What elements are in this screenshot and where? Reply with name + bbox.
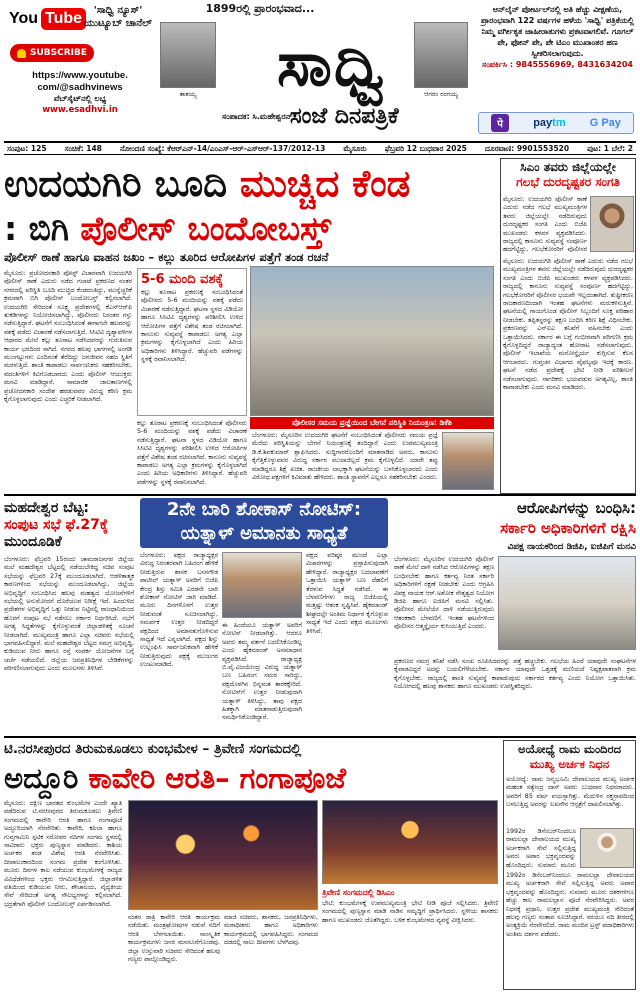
paytm-logo-a: pay bbox=[533, 117, 553, 129]
dcm-photo bbox=[442, 432, 494, 490]
lead-column-1: ಮೈಸೂರು: ಪ್ರಚೋದನಕಾರಿ ಪೋಸ್ಟ್ ವಿಚಾರವಾಗಿ ಉದಯಗಿರಿ ಪೊಲೀಸ್ ಠಾಣೆ ಎದುರು ನಡೆದ ಗಲಾಟೆ ಪ್ರಕರಣದ ನಂತರ ನಗರದಲ್ಲಿ ಪರಿಸ್ಥಿತಿ ಬೂದಿ ಮುಚ್ಚಿದ ಕೆಂಡದಂತಿದ್ದು, ಮುನ್ನೆಚ್ಚರಿಕೆ ಕ್ರಮವಾಗಿ ಬಿಗಿ ಪೊಲೀಸ್ ಬಂದೋಬಸ್ತ್ ಕಲ್ಪಿಸಲಾಗಿದೆ. ಉದಯಗಿರಿ ಸೇರಿದಂತೆ ಸೂಕ್ಷ್ಮ ಪ್ರದೇಶಗಳಲ್ಲಿ ಕೆಎಸ್‌ಆರ್‌ಪಿ ತುಕಡಿಗಳನ್ನು ನಿಯೋಜಿಸಲಾಗಿದ್ದು, ಪೊಲೀಸರು ನಿರಂತರ ಗಸ್ತು ನಡೆಸುತ್ತಿದ್ದಾರೆ. ಘಟನೆಗೆ ಸಂಬಂಧಿಸಿದಂತೆ ಈಗಾಗಲೇ ಹಲವರನ್ನು ವಶಕ್ಕೆ ಪಡೆದು ವಿಚಾರಣೆ ನಡೆಸಲಾಗುತ್ತಿದೆ. ಸಿಸಿಟಿವಿ ದೃಶ್ಯಾವಳಿಗಳ ಆಧಾರದ ಮೇಲೆ ಕಲ್ಲು ತೂರಾಟ ನಡೆಸಿದವರನ್ನು ಗುರುತಿಸುವ ಕಾರ್ಯ ಭರದಿಂದ ಸಾಗಿದೆ. ನಗರದ ಹಲವು ಭಾಗಗಳಲ್ಲಿ ಅಂಗಡಿ ಮುಂಗಟ್ಟುಗಳು ಎಂದಿನಂತೆ ತೆರೆದಿದ್ದು ಜನಜೀವನ ಸಹಜ ಸ್ಥಿತಿಗೆ ಮರಳುತ್ತಿದೆ. ಶಾಂತಿ ಕಾಪಾಡಲು ಸಾರ್ವಜನಿಕರು ಸಹಕರಿಸಬೇಕು, ವದಂತಿಗಳಿಗೆ ಕಿವಿಗೊಡಬಾರದು ಎಂದು ಪೊಲೀಸ್ ಆಯುಕ್ತರು ಮನವಿ ಮಾಡಿದ್ದಾರೆ. ಸಾಮಾಜಿಕ ಜಾಲತಾಣಗಳಲ್ಲಿ ಪ್ರಚೋದನಕಾರಿ ಸಂದೇಶ ಹರಡುವವರ ವಿರುದ್ಧ ಕಠಿಣ ಕ್ರಮ ಕೈಗೊಳ್ಳಲಾಗುವುದು ಎಂದು ಎಚ್ಚರಿಕೆ ನೀಡಲಾಗಿದೆ. bbox=[4, 270, 132, 404]
promo-available: ವೆಬ್‌ಸೈಟ್‌ನಲ್ಲಿ ಲಭ್ಯ bbox=[53, 94, 107, 103]
phonepe-icon: पे bbox=[491, 114, 509, 132]
lead-hl1-b: ಮುಚ್ಚಿದ ಕೆಂಡ bbox=[239, 162, 411, 205]
lead-hl2-b: ಪೊಲೀಸ್ ಬಂದೋಬಸ್ತ್ bbox=[80, 209, 332, 248]
yatnal-head bbox=[140, 498, 388, 548]
ayodhya-head bbox=[505, 742, 634, 772]
side-top-head bbox=[502, 160, 634, 190]
kumbh-head2-b: ಕಾವೇರಿ ಆರತಿ– ಗಂಗಾಪೂಜೆ bbox=[88, 761, 347, 795]
lead-subheadline: ಪೊಲೀಸ್ ಠಾಣೆ ಹಾಗೂ ವಾಹನ ಜಖಂ – ಕಲ್ಲು ತೂರಿದ ಆರೋಪಿಗಳ ಪತ್ತೆಗೆ ತಂಡ ರಚನೆ bbox=[4, 250, 329, 264]
side-top-text-a: ಮೈಸೂರು: ಉದಯಗಿರಿ ಪೊಲೀಸ್ ಠಾಣೆ ಎದುರು ನಡೆದ ಗಲಭೆ ಮುಖ್ಯಮಂತ್ರಿಗಳ ತವರು ಜಿಲ್ಲೆಯಲ್ಲೇ ನಡೆದಿರುವುದು ದುರದೃಷ್ಟಕರ ಸಂಗತಿ ಎಂದು ಬಿಜೆಪಿ ಮುಖಂಡರು ಕಳವಳ ವ್ಯಕ್ತಪಡಿಸಿದರು. ರಾಜ್ಯದಲ್ಲಿ ಕಾನೂನು ಸುವ್ಯವಸ್ಥೆ ಸಂಪೂರ್ಣ ಹದಗೆಟ್ಟಿದ್ದು, ಗಲಭೆಕೋರರಿಗೆ ಪೊಲೀಸರ bbox=[503, 196, 587, 254]
ad-contact: ಸಂಪರ್ಕಿಸಿ : 9845556969, 8431634204 bbox=[482, 60, 633, 69]
date: ಫೆಬ್ರವರಿ 12 ಬುಧವಾರ 2025 bbox=[384, 143, 467, 153]
portrait-caption-left: ತಾತಯ್ಯ bbox=[179, 90, 197, 98]
kumbh-col-1: ಮೈಸೂರು: ದಕ್ಷಿಣ ಭಾರತದ ಕುಂಭಮೇಳ ಎಂದೇ ಖ್ಯಾತಿ ಪಡೆದಿರುವ ಟಿ.ನರಸೀಪುರದ ತಿರುಮಕೂಡಲು ತ್ರಿವೇಣಿ ಸಂಗಮದಲ್ಲಿ ಕಾವೇರಿ ಆರತಿ ಹಾಗೂ ಗಂಗಾಪೂಜೆ ಅದ್ದೂರಿಯಾಗಿ ನೆರವೇರಿತು. ಕಾವೇರಿ, ಕಪಿಲಾ ಹಾಗೂ ಗುಪ್ತಗಾಮಿನಿ ಸ್ಫಟಿಕ ಸರೋವರ ನದಿಗಳ ಸಂಗಮ ಸ್ಥಳದಲ್ಲಿ ಸಾವಿರಾರು ಭಕ್ತರು ಪುಣ್ಯಸ್ನಾನ ಮಾಡಿದರು. ಕಾಶಿಯ ಅರ್ಚಕರ ತಂಡ ವಿಶೇಷ ಆರತಿ ನೆರವೇರಿಸಿತು. ದೀಪಾಲಂಕಾರದಿಂದ ಸಂಗಮ ಪ್ರದೇಶ ಕಂಗೊಳಿಸಿತು. ಮೂರು ದಿನಗಳ ಕಾಲ ನಡೆಯುವ ಕುಂಭಮೇಳಕ್ಕೆ ರಾಜ್ಯದ ವಿವಿಧೆಡೆಗಳಿಂದ ಭಕ್ತರು ಆಗಮಿಸುತ್ತಿದ್ದಾರೆ. ಜಿಲ್ಲಾಡಳಿತ ವತಿಯಿಂದ ಕುಡಿಯುವ ನೀರು, ಶೌಚಾಲಯ, ವೈದ್ಯಕೀಯ ಸೇವೆ ಸೇರಿದಂತೆ ಅಗತ್ಯ ಸೌಲಭ್ಯಗಳನ್ನು ಕಲ್ಪಿಸಲಾಗಿದೆ. ಭದ್ರತೆಗಾಗಿ ಪೊಲೀಸ್ ಬಂದೋಬಸ್ತ್ ಏರ್ಪಡಿಸಲಾಗಿದೆ. bbox=[4, 800, 122, 908]
side-top-head1: ಸಿಎಂ ತವರು ಜಿಲ್ಲೆಯಲ್ಲೇ bbox=[520, 160, 616, 174]
arrest-sub: ವಿಪಕ್ಷ ನಾಯಕರಿಂದ ಡಿಜಿಪಿ, ಐಜಿಪಿಗೆ ಮನವಿ bbox=[507, 542, 636, 552]
promo-url[interactable] bbox=[6, 70, 154, 94]
registration: ನೋಂದಣಿ ಸಂಖ್ಯೆ: ಕೆಆರ್‌ಎನ್-14/ಎಂಎಸ್-ಆರ್-ಎಸ್‌ಆರ್-137/2012-13 bbox=[119, 143, 326, 153]
arrest-text-1: ಬೆಂಗಳೂರು: ಮೈಸೂರಿನ ಉದಯಗಿರಿ ಪೊಲೀಸ್ ಠಾಣೆ ಮೇಲೆ ದಾಳಿ ನಡೆಸಿದ ಆರೋಪಿಗಳನ್ನು ತಕ್ಷಣ ಬಂಧಿಸಬೇಕು ಹಾಗೂ ಕರ್ತವ್ಯ ನಿರತ ಸರ್ಕಾರಿ ಅಧಿಕಾರಿಗಳಿಗೆ ರಕ್ಷಣೆ ನೀಡಬೇಕು ಎಂದು ಆಗ್ರಹಿಸಿ ವಿಪಕ್ಷ ನಾಯಕ ಆರ್.ಅಶೋಕ ನೇತೃತ್ವದ ನಿಯೋಗ ಡಿಜಿಪಿ ಹಾಗೂ ಐಜಿಪಿಗೆ ಮನವಿ ಸಲ್ಲಿಸಿತು. ಪೊಲೀಸರ ಮೇಲೆಯೇ ದಾಳಿ ನಡೆಯುತ್ತಿರುವುದು ಆತಂಕಕಾರಿ ಬೆಳವಣಿಗೆ. ಇಂತಹ ಘಟನೆಗಳಿಂದ ಪೊಲೀಸರ ಆತ್ಮಸ್ಥೈರ್ಯ ಕುಸಿಯುತ್ತಿದೆ ಎಂದರು. bbox=[394, 556, 494, 631]
side-top-photo bbox=[590, 196, 634, 252]
youtube-tube: Tube bbox=[41, 8, 86, 30]
ad-text bbox=[480, 4, 635, 70]
mm-head3: ಮುಂದೂಡಿಕೆ bbox=[4, 534, 62, 550]
kumbh-head2 bbox=[4, 760, 500, 796]
divider-1 bbox=[4, 494, 636, 496]
lead-box-head: 5-6 ಮಂದಿ ವಶಕ್ಕೆ bbox=[141, 272, 224, 287]
bell-icon bbox=[17, 49, 26, 58]
promo-url-line2: com/@sadhvinews bbox=[37, 82, 123, 93]
lead-column-3: ಬೆಂಗಳೂರು: ಮೈಸೂರಿನ ಉದಯಗಿರಿ ಘಟನೆಗೆ ಸಂಬಂಧಿಸಿದಂತೆ ಪೊಲೀಸರು ಸಮಯ ಪ್ರಜ್ಞೆ ಮೆರೆದು ಪರಿಸ್ಥಿತಿಯನ್ನು ಬೇಗನೆ ನಿಯಂತ್ರಣಕ್ಕೆ ತಂದಿದ್ದಾರೆ ಎಂದು ಉಪಮುಖ್ಯಮಂತ್ರಿ ಡಿ.ಕೆ.ಶಿವಕುಮಾರ್ ಶ್ಲಾಘಿಸಿದರು. ಸುದ್ದಿಗಾರರೊಂದಿಗೆ ಮಾತನಾಡಿದ ಅವರು, ಕಾನೂನು ಕೈಗೆತ್ತಿಕೊಳ್ಳುವವರ ವಿರುದ್ಧ ಸರ್ಕಾರ ಮುಲಾಜಿಲ್ಲದೆ ಕ್ರಮ ಕೈಗೊಳ್ಳಲಿದೆ. ಯಾರೇ ತಪ್ಪು ಮಾಡಿದ್ದರೂ ಶಿಕ್ಷೆ ಖಚಿತ. ರಾಜಕೀಯ ಲಾಭಕ್ಕಾಗಿ ಘಟನೆಯನ್ನು ಬಳಸಿಕೊಳ್ಳಬಾರದು ಎಂದು ವಿರೋಧ ಪಕ್ಷಗಳಿಗೆ ಕಿವಿಮಾತು ಹೇಳಿದರು. ಶಾಂತಿ ಸ್ಥಾಪನೆಗೆ ಎಲ್ಲರೂ ಸಹಕರಿಸಬೇಕು ಎಂದರು. bbox=[252, 432, 438, 482]
ayodhya-text-2: 1992ರ ಡಿಸೆಂಬರ್‌ನಿಂದಲೂ ರಾಮಲಲ್ಲಾ ದೇವಾಲಯದ ಮುಖ್ಯ ಅರ್ಚಕರಾಗಿ ಸೇವೆ ಸಲ್ಲಿಸುತ್ತಿದ್ದ ಅವರು ಅಪಾರ ಭಕ್ತವೃಂದವನ್ನು ಹೊಂದಿದ್ದರು. ಸುಮಾರು ಮೂರು ದಶಕಗಳಿಗೂ ಹೆಚ್ಚು ಕಾಲ ರಾಮಲಲ್ಲಾನ ಪೂಜೆ ನೆರವೇರಿಸಿದ್ದರು. ಅವರ ನಿಧನಕ್ಕೆ ಪ್ರಧಾನಿ, ಉತ್ತರ ಪ್ರದೇಶ ಮುಖ್ಯಮಂತ್ರಿ ಸೇರಿದಂತೆ ಹಲವು ಗಣ್ಯರು ಸಂತಾಪ ಸೂಚಿಸಿದ್ದಾರೆ. ಸರಯೂ ನದಿ ತೀರದಲ್ಲಿ ಅಂತ್ಯಕ್ರಿಯೆ ನೆರವೇರಲಿದೆ. ರಾಮ ಮಂದಿರ ಟ್ರಸ್ಟ್ ಪದಾಧಿಕಾರಿಗಳು ಅಂತಿಮ ದರ್ಶನ ಪಡೆದರು. bbox=[506, 872, 634, 938]
lead-box-text: ಕಲ್ಲು ತೂರಾಟ ಪ್ರಕರಣಕ್ಕೆ ಸಂಬಂಧಿಸಿದಂತೆ ಪೊಲೀಸರು 5-6 ಮಂದಿಯನ್ನು ವಶಕ್ಕೆ ಪಡೆದು ವಿಚಾರಣೆ ನಡೆಸುತ್ತಿದ್ದಾರೆ. ಘಟನಾ ಸ್ಥಳದ ವಿಡಿಯೋ ಹಾಗೂ ಸಿಸಿಟಿವಿ ದೃಶ್ಯಗಳನ್ನು ಪರಿಶೀಲಿಸಿ ಉಳಿದ ಆರೋಪಿಗಳ ಪತ್ತೆಗೆ ವಿಶೇಷ ತಂಡ ರಚಿಸಲಾಗಿದೆ. ಕಾನೂನು ಸುವ್ಯವಸ್ಥೆ ಕಾಪಾಡಲು ಅಗತ್ಯ ಎಲ್ಲಾ ಕ್ರಮಗಳನ್ನು ಕೈಗೊಳ್ಳಲಾಗಿದೆ ಎಂದು ಹಿರಿಯ ಅಧಿಕಾರಿಗಳು ತಿಳಿಸಿದ್ದಾರೆ. ಹೆಚ್ಚುವರಿ ಪಡೆಗಳನ್ನು ಸ್ಥಳಕ್ಕೆ ರವಾನಿಸಲಾಗಿದೆ. bbox=[141, 289, 243, 364]
kumbh-photo-2 bbox=[322, 800, 498, 884]
portrait-caption-right: ಆಗರಂ ರಂಗಯ್ಯ bbox=[424, 90, 458, 98]
arrest-head bbox=[394, 498, 636, 538]
yatnal-col-2: ಈ ಹಿಂದೆಯೂ ಯತ್ನಾಳ್ ಅವರಿಗೆ ನೋಟಿಸ್ ನೀಡಲಾಗಿತ್ತು. ಆದರೂ ಅವರು ತಮ್ಮ ವರ್ತನೆ ಬದಲಿಸಿಕೊಂಡಿಲ್ಲ ಎಂದು ಹೈಕಮಾಂಡ್ ಅಸಮಾಧಾನ ವ್ಯಕ್ತಪಡಿಸಿದೆ. ರಾಜ್ಯಾಧ್ಯಕ್ಷ ಬಿ.ವೈ.ವಿಜಯೇಂದ್ರ ವಿರುದ್ಧ ಯತ್ನಾಳ್ ಬಣ ಬಹಿರಂಗ ಸಮರ ಸಾರಿದ್ದು, ಪಕ್ಷದೊಳಗಿನ ಭಿನ್ನಮತ ತಾರಕಕ್ಕೇರಿದೆ. ನೋಟಿಸ್‌ಗೆ ಉತ್ತರ ನೀಡುವುದಾಗಿ ಯತ್ನಾಳ್ ತಿಳಿಸಿದ್ದು, ತಾವು ಪಕ್ಷದ ಹಿತಕ್ಕಾಗಿ ಮಾತನಾಡುತ್ತಿರುವುದಾಗಿ ಸಮರ್ಥಿಸಿಕೊಂಡಿದ್ದಾರೆ. bbox=[222, 622, 302, 722]
youtube-you: You bbox=[6, 10, 41, 28]
paytm-logo-b: tm bbox=[552, 117, 566, 129]
mm-head2: ಸಂಪುಟ ಸಭೆ ಫೆ.27ಕ್ಕೆ bbox=[4, 517, 109, 533]
ad-body: ಆನ್‌ಲೈನ್ ಪೋರ್ಟಲ್‌ನಲ್ಲಿ ಅತಿ ಹೆಚ್ಚು ವೀಕ್ಷಣೆಯ, ಪ್ರಾರಂಭವಾಗಿ 122 ವರ್ಷಗಳ ಹಳೆಯ 'ಸಾಧ್ವಿ' ಪತ್ರಿಕೆಯಲ್ಲಿ ನಿಮ್ಮ ವರ್ಗೀಕೃತ ಜಾಹೀರಾತುಗಳು ಪ್ರಕಟವಾಗಲಿವೆ. ಗೂಗಲ್ ಪೇ, ಫೋನ್ ಪೇ, ಪೇ ಟಿಎಂ ಮುಖಾಂತರ ಹಣ ಸ್ವೀಕರಿಸಲಾಗುವುದು. bbox=[481, 5, 634, 58]
since-line: 1899ರಲ್ಲಿ ಪ್ರಾರಂಭವಾದ... bbox=[205, 2, 315, 15]
ayodhya-text-1b: 1992ರ ಡಿಸೆಂಬರ್‌ನಿಂದಲೂ ರಾಮಲಲ್ಲಾ ದೇವಾಲಯದ ಮುಖ್ಯ ಅರ್ಚಕರಾಗಿ ಸೇವೆ ಸಲ್ಲಿಸುತ್ತಿದ್ದ ಅವರು ಅಪಾರ ಭಕ್ತವೃಂದವನ್ನು ಹೊಂದಿದ್ದರು. ಸುಮಾರು ಮೂರು bbox=[506, 828, 576, 868]
lead-column-2: ಕಲ್ಲು ತೂರಾಟ ಪ್ರಕರಣಕ್ಕೆ ಸಂಬಂಧಿಸಿದಂತೆ ಪೊಲೀಸರು 5-6 ಮಂದಿಯನ್ನು ವಶಕ್ಕೆ ಪಡೆದು ವಿಚಾರಣೆ ನಡೆಸುತ್ತಿದ್ದಾರೆ. ಘಟನಾ ಸ್ಥಳದ ವಿಡಿಯೋ ಹಾಗೂ ಸಿಸಿಟಿವಿ ದೃಶ್ಯಗಳನ್ನು ಪರಿಶೀಲಿಸಿ ಉಳಿದ ಆರೋಪಿಗಳ ಪತ್ತೆಗೆ ವಿಶೇಷ ತಂಡ ರಚಿಸಲಾಗಿದೆ. ಕಾನೂನು ಸುವ್ಯವಸ್ಥೆ ಕಾಪಾಡಲು ಅಗತ್ಯ ಎಲ್ಲಾ ಕ್ರಮಗಳನ್ನು ಕೈಗೊಳ್ಳಲಾಗಿದೆ ಎಂದು ಹಿರಿಯ ಅಧಿಕಾರಿಗಳು ತಿಳಿಸಿದ್ದಾರೆ. ಹೆಚ್ಚುವರಿ ಪಡೆಗಳನ್ನು ಸ್ಥಳಕ್ಕೆ ರವಾನಿಸಲಾಗಿದೆ. bbox=[137, 420, 247, 486]
yatnal-col-3: ಪಕ್ಷದ ವರಿಷ್ಠರ ಮುಂದೆ ಎಲ್ಲಾ ವಿಚಾರಗಳನ್ನು ಪ್ರಸ್ತಾಪಿಸುವುದಾಗಿ ಹೇಳಿದ್ದಾರೆ. ರಾಜ್ಯಾಧ್ಯಕ್ಷರ ಬದಲಾವಣೆಗೆ ಒತ್ತಾಯಿಸಿ ಯತ್ನಾಳ್ ಬಣ ದೆಹಲಿಗೆ ತೆರಳುವ ಸಿದ್ಧತೆ ನಡೆಸಿದೆ. ಈ ಬೆಳವಣಿಗೆಗಳು ರಾಜ್ಯ ಬಿಜೆಪಿಯಲ್ಲಿ ಮತ್ತಷ್ಟು ಆತಂಕ ಸೃಷ್ಟಿಸಿವೆ. ಹೈಕಮಾಂಡ್ ಶೀಘ್ರದಲ್ಲೇ ಅಂತಿಮ ನಿರ್ಧಾರ ಕೈಗೊಳ್ಳುವ ಸಾಧ್ಯತೆ ಇದೆ ಎಂದು ಪಕ್ಷದ ಮೂಲಗಳು ತಿಳಿಸಿವೆ. bbox=[306, 552, 388, 635]
lead-box bbox=[137, 268, 247, 416]
price: ಪುಟ: 1 ಬೆಲೆ: 2 bbox=[587, 143, 633, 153]
ayodhya-head1: ಅಯೋಧ್ಯೆ ರಾಮ ಮಂದಿರದ bbox=[518, 742, 621, 756]
volume: ಸಂಪುಟ: 125 bbox=[7, 143, 47, 153]
kumbh-col-2: ನಂತರ ರಾತ್ರಿ ಕಾವೇರಿ ಆರತಿ ಕಾರ್ಯಕ್ರಮ ನಡೆಯಿತು. ಮಂತ್ರಘೋಷಗಳ ನಡುವೆ ನದಿಗೆ ಆರತಿ ಬೆಳಗಲಾಯಿತು. ಸಾಂಸ್ಕೃತಿಕ ಕಾರ್ಯಕ್ರಮಗಳು ಜನರ ಮನಸೂರೆಗೊಂಡವು. ಜಿಲ್ಲಾ ಉಸ್ತುವಾರಿ ಸಚಿವರು ಸೇರಿದಂತೆ ಹಲವು ಗಣ್ಯರು ಪಾಲ್ಗೊಂಡಿದ್ದರು. bbox=[128, 914, 220, 964]
kumbh-head2-a: ಅದ್ದೂರಿ bbox=[4, 761, 89, 795]
founder-portrait-left bbox=[160, 22, 216, 88]
arrest-text-2: ಪ್ರಕರಣದ ಸಮಗ್ರ ತನಿಖೆ ನಡೆಸಿ ಸಂಚು ರೂಪಿಸಿದವರನ್ನು ಪತ್ತೆ ಹಚ್ಚಬೇಕು. ಗಲಭೆಯ ಹಿಂದೆ ಯಾವುದೇ ಸಂಘಟನೆಗಳ ಕೈವಾಡವಿದ್ದರೆ ಅದನ್ನು ಬಯಲಿಗೆಳೆಯಬೇಕು. ಸರ್ಕಾರ ಯಾವುದೇ ಒತ್ತಡಕ್ಕೆ ಮಣಿಯದೆ ನಿಷ್ಪಕ್ಷಪಾತವಾಗಿ ಕ್ರಮ ಕೈಗೊಳ್ಳಬೇಕು. ರಾಜ್ಯದಲ್ಲಿ ಶಾಂತಿ ಸುವ್ಯವಸ್ಥೆ ಕಾಪಾಡುವುದು ಸರ್ಕಾರದ ಕರ್ತವ್ಯ ಎಂದು ನಿಯೋಗ ಒತ್ತಾಯಿಸಿತು. ನಿಯೋಗದಲ್ಲಿ ಹಲವು ಶಾಸಕರು ಹಾಗೂ ಮುಖಂಡರು ಉಪಸ್ಥಿತರಿದ್ದರು. bbox=[394, 658, 636, 691]
subscribe-label: SUBSCRIBE bbox=[29, 48, 88, 58]
lead-headline-line1 bbox=[4, 160, 494, 208]
editor-line: ಸಂಪಾದಕ: ಸಿ.ಮಹೇಶ್ವರನ್ bbox=[222, 112, 293, 121]
arrest-head1: ಆರೋಪಿಗಳನ್ನು ಬಂಧಿಸಿ: bbox=[516, 499, 636, 517]
paytm-logo bbox=[533, 117, 565, 129]
lead-hl1-a: ಉದಯಗಿರಿ ಬೂದಿ bbox=[4, 162, 240, 205]
side-top-head2: ಗಲಭೆ ದುರದೃಷ್ಟಕರ ಸಂಗತಿ bbox=[516, 175, 620, 189]
side-top-text-b: ಮೈಸೂರು: ಉದಯಗಿರಿ ಪೊಲೀಸ್ ಠಾಣೆ ಎದುರು ನಡೆದ ಗಲಭೆ ಮುಖ್ಯಮಂತ್ರಿಗಳ ತವರು ಜಿಲ್ಲೆಯಲ್ಲೇ ನಡೆದಿರುವುದು ದುರದೃಷ್ಟಕರ ಸಂಗತಿ ಎಂದು ಬಿಜೆಪಿ ಮುಖಂಡರು ಕಳವಳ ವ್ಯಕ್ತಪಡಿಸಿದರು. ರಾಜ್ಯದಲ್ಲಿ ಕಾನೂನು ಸುವ್ಯವಸ್ಥೆ ಸಂಪೂರ್ಣ ಹದಗೆಟ್ಟಿದ್ದು, ಗಲಭೆಕೋರರಿಗೆ ಪೊಲೀಸರ ಭಯವೇ ಇಲ್ಲದಂತಾಗಿದೆ. ತುಷ್ಟೀಕರಣ ರಾಜಕಾರಣದಿಂದಾಗಿ ಇಂತಹ ಘಟನೆಗಳು ಮರುಕಳಿಸುತ್ತಿವೆ. ಘಟನೆಯಲ್ಲಿ ಗಾಯಗೊಂಡ ಪೊಲೀಸ್ ಸಿಬ್ಬಂದಿಗೆ ಸೂಕ್ತ ಪರಿಹಾರ ನೀಡಬೇಕು. ತಪ್ಪಿತಸ್ಥರನ್ನು ತಕ್ಷಣ ಬಂಧಿಸಿ ಕಠಿಣ ಶಿಕ್ಷೆ ವಿಧಿಸಬೇಕು. ಪ್ರಕರಣವನ್ನು ಎನ್‌ಐಎ ತನಿಖೆಗೆ ವಹಿಸಬೇಕು ಎಂದು ಒತ್ತಾಯಿಸಿದರು. ಸರ್ಕಾರ ಈ ಬಗ್ಗೆ ಗಂಭೀರವಾಗಿ ಪರಿಗಣಿಸಿ ಕ್ರಮ ಕೈಗೊಳ್ಳದಿದ್ದರೆ ರಾಜ್ಯಾದ್ಯಂತ ಹೋರಾಟ ನಡೆಸಲಾಗುವುದು. ಪೊಲೀಸ್ ಇಲಾಖೆಯ ಮನೋಸ್ಥೈರ್ಯ ಕುಗ್ಗಿಸುವ ಕೆಲಸ ಆಗಬಾರದು. ಗುಪ್ತಚರ ವಿಭಾಗದ ವೈಫಲ್ಯವೂ ಇದಕ್ಕೆ ಕಾರಣ. ಘಟನೆ ನಡೆದ ಪ್ರದೇಶಕ್ಕೆ ಭೇಟಿ ನೀಡಿ ಪರಿಶೀಲನೆ ನಡೆಸಲಾಗುವುದು. ನಾಗರಿಕರು ಭಯಪಡುವ ಅಗತ್ಯವಿಲ್ಲ, ಶಾಂತಿ ಕಾಪಾಡಬೇಕು ಎಂದು ಮನವಿ ಮಾಡಿದರು. bbox=[503, 258, 633, 392]
issue: ಸಂಚಿಕೆ: 148 bbox=[64, 143, 102, 153]
promo-title: 'ಸಾಧ್ವಿ ನ್ಯೂಸ್' ಯುಟ್ಯೂಬ್ ಚಾನೆಲ್ bbox=[84, 5, 152, 29]
payment-badges bbox=[478, 112, 634, 134]
mahadeshwara-head bbox=[4, 500, 134, 551]
subscribe-button[interactable] bbox=[10, 44, 94, 62]
kumbh-photo-1 bbox=[128, 800, 318, 910]
yatnal-head2: ಯತ್ನಾಳ್ ಅಮಾನತು ಸಾಧ್ಯತೆ bbox=[180, 523, 348, 544]
lead-photo-caption: ಪೊಲೀಸರ ಸಮಯ ಪ್ರಜ್ಞೆಯಿಂದ ಬೇಗನೆ ಪರಿಸ್ಥಿತಿ ನಿಯಂತ್ರಣ: ಡಿಕೆಶಿ bbox=[250, 417, 494, 429]
mahadeshwara-text: ಬೆಂಗಳೂರು: ಫೆಬ್ರವರಿ 15ರಂದು ಚಾಮರಾಜನಗರ ಜಿಲ್ಲೆಯ ಮಲೆ ಮಹದೇಶ್ವರ ಬೆಟ್ಟದಲ್ಲಿ ನಡೆಯಬೇಕಿದ್ದ ಸಚಿವ ಸಂಪುಟ ಸಭೆಯನ್ನು ಫೆಬ್ರವರಿ 27ಕ್ಕೆ ಮುಂದೂಡಲಾಗಿದೆ. ಆಡಳಿತಾತ್ಮಕ ಕಾರಣಗಳಿಂದ ಸಭೆಯನ್ನು ಮುಂದೂಡಲಾಗಿದ್ದು, ಜಿಲ್ಲೆಯ ಅಭಿವೃದ್ಧಿಗೆ ಸಂಬಂಧಿಸಿದ ಹಲವು ಮಹತ್ವದ ಯೋಜನೆಗಳಿಗೆ ಸಭೆಯಲ್ಲಿ ಅನುಮೋದನೆ ದೊರೆಯುವ ನಿರೀಕ್ಷೆ ಇದೆ. ಹಿಂದುಳಿದ ಪ್ರದೇಶಗಳ ಅಭಿವೃದ್ಧಿಗೆ ಒತ್ತು ನೀಡುವ ನಿಟ್ಟಿನಲ್ಲಿ ರಾಜಧಾನಿಯಿಂದ ಹೊರಗೆ ಸಂಪುಟ ಸಭೆ ನಡೆಸಲು ಸರ್ಕಾರ ನಿರ್ಧರಿಸಿದೆ. ಸಭೆಗೆ ಅಗತ್ಯ ಸಿದ್ಧತೆಗಳನ್ನು ಕೈಗೊಳ್ಳುವಂತೆ ಜಿಲ್ಲಾಡಳಿತಕ್ಕೆ ಸೂಚನೆ ನೀಡಲಾಗಿದೆ. ಮುಖ್ಯಮಂತ್ರಿ ಹಾಗೂ ಎಲ್ಲಾ ಸಚಿವರು ಸಭೆಯಲ್ಲಿ ಭಾಗವಹಿಸಲಿದ್ದಾರೆ. ಮಲೆ ಮಹದೇಶ್ವರ ಬೆಟ್ಟದ ಸಮಗ್ರ ಅಭಿವೃದ್ಧಿ, ಕುಡಿಯುವ ನೀರು ಹಾಗೂ ರಸ್ತೆ ಸಂಪರ್ಕ ಯೋಜನೆಗಳ ಬಗ್ಗೆ ಚರ್ಚೆ ನಡೆಯಲಿದೆ. ಜಿಲ್ಲೆಯ ಜನಪ್ರತಿನಿಧಿಗಳ ಬೇಡಿಕೆಗಳನ್ನು ಪರಿಗಣಿಸಲಾಗುವುದು ಎಂದು ಮೂಲಗಳು ತಿಳಿಸಿವೆ. bbox=[4, 556, 134, 673]
lead-headline-line2 bbox=[4, 208, 494, 250]
tagline: ಸಂಜೆ ದಿನಪತ್ರಿಕೆ bbox=[290, 104, 399, 129]
promo-website[interactable]: www.esadhvi.in bbox=[42, 105, 118, 115]
ayodhya-head2: ಮುಖ್ಯ ಅರ್ಚಕ ನಿಧನ bbox=[529, 757, 610, 771]
promo-url-line1: https://www.youtube. bbox=[32, 70, 128, 81]
youtube-logo bbox=[6, 4, 84, 34]
arrest-head2: ಸರ್ಕಾರಿ ಅಧಿಕಾರಿಗಳಿಗೆ ರಕ್ಷಿಸಿ bbox=[500, 519, 636, 537]
place: ಮೈಸೂರು bbox=[343, 143, 367, 153]
ayodhya-photo bbox=[580, 828, 634, 868]
info-bar bbox=[4, 141, 636, 155]
yatnal-head1: 2ನೇ ಬಾರಿ ಶೋಕಾಸ್ ನೋಟಿಸ್: bbox=[166, 499, 362, 520]
kumbh-caption: ಭೇಟಿ: ಕುಂಭಮೇಳಕ್ಕೆ ಉಪಮುಖ್ಯಮಂತ್ರಿ ಭೇಟಿ ನೀಡಿ ಪೂಜೆ ಸಲ್ಲಿಸಿದರು. ತ್ರಿವೇಣಿ ಸಂಗಮದಲ್ಲಿ ಪುಣ್ಯಸ್ನಾನ ಮಾಡಿ ನಾಡಿನ ಸಮೃದ್ಧಿಗೆ ಪ್ರಾರ್ಥಿಸಿದರು. ಸ್ಥಳೀಯ ಶಾಸಕರು ಹಾಗೂ ಮುಖಂಡರು ಜೊತೆಗಿದ್ದರು. ಬಳಿಕ ಕುಂಭಮೇಳದ ವ್ಯವಸ್ಥೆ ವೀಕ್ಷಿಸಿದರು. bbox=[322, 900, 498, 924]
kumbh-caption-head: ತ್ರಿವೇಣಿ ಸಂಗಮದಲ್ಲಿ ಡಿಸಿಎಂ bbox=[322, 888, 395, 897]
kumbh-col-3: ಮಾಜಿ ಸಚಿವರು, ಶಾಸಕರು, ಜನಪ್ರತಿನಿಧಿಗಳು, ಮಠಾಧೀಶರು ಹಾಗೂ ಅಧಿಕಾರಿಗಳು ಕಾರ್ಯಕ್ರಮದಲ್ಲಿ ಭಾಗವಹಿಸಿದ್ದರು. ಸಂಗಮದ ದಡದಲ್ಲಿ ಸಾಲು ದೀಪಗಳು ಬೆಳಗಿದವು. bbox=[224, 914, 318, 947]
arrest-photo bbox=[498, 556, 636, 650]
yatnal-photo bbox=[222, 552, 302, 618]
gpay-logo: G Pay bbox=[589, 117, 621, 129]
lead-photo bbox=[250, 266, 494, 416]
divider-2 bbox=[4, 736, 636, 738]
ayodhya-text-1: ಅಯೋಧ್ಯೆ: ರಾಮ ಜನ್ಮಭೂಮಿ ದೇವಾಲಯದ ಮುಖ್ಯ ಅರ್ಚಕ ಮಹಂತ ಸತ್ಯೇಂದ್ರ ದಾಸ್ ಅವರು ಬುಧವಾರ ನಿಧನರಾದರು. ಅವರಿಗೆ 85 ವರ್ಷ ವಯಸ್ಸಾಗಿತ್ತು. ಮೆದುಳಿನ ರಕ್ತಸ್ರಾವದಿಂದ ಬಳಲುತ್ತಿದ್ದ ಅವರನ್ನು ಲಖನೌನ ಆಸ್ಪತ್ರೆಗೆ ದಾಖಲಿಸಲಾಗಿತ್ತು. bbox=[506, 776, 634, 809]
newspaper-logo: ಸಾಧ್ವಿ bbox=[277, 27, 387, 100]
kumbh-head1: ಟಿ.ನರಸೀಪುರದ ತಿರುಮಕೂಡಲು ಕುಂಭಮೇಳ – ತ್ರಿವೇಣಿ ಸಂಗಮದಲ್ಲಿ bbox=[4, 741, 302, 757]
phone: ದೂರವಾಣಿ: 9901553520 bbox=[484, 143, 570, 153]
yatnal-col-1: ಬೆಂಗಳೂರು: ಪಕ್ಷದ ರಾಜ್ಯಾಧ್ಯಕ್ಷರ ವಿರುದ್ಧ ನಿರಂತರವಾಗಿ ಬಹಿರಂಗ ಹೇಳಿಕೆ ನೀಡುತ್ತಿರುವ ಶಾಸಕ ಬಸನಗೌಡ ಪಾಟೀಲ್ ಯತ್ನಾಳ್ ಅವರಿಗೆ ಬಿಜೆಪಿ ಕೇಂದ್ರ ಶಿಸ್ತು ಸಮಿತಿ ಎರಡನೇ ಬಾರಿ ಶೋಕಾಸ್ ನೋಟಿಸ್ ಜಾರಿ ಮಾಡಿದೆ. ಮೂರು ದಿನಗಳೊಳಗೆ ಉತ್ತರ ನೀಡುವಂತೆ ಸೂಚಿಸಲಾಗಿದ್ದು, ಸಮರ್ಪಕ ಉತ್ತರ ನೀಡದಿದ್ದರೆ ಪಕ್ಷದಿಂದ ಅಮಾನತುಗೊಳಿಸುವ ಸಾಧ್ಯತೆ ಇದೆ ಎನ್ನಲಾಗಿದೆ. ಪಕ್ಷದ ಶಿಸ್ತು ಉಲ್ಲಂಘಿಸಿ ಸಾರ್ವಜನಿಕವಾಗಿ ಹೇಳಿಕೆ ನೀಡುತ್ತಿರುವುದು ಪಕ್ಷಕ್ಕೆ ಮುಜುಗರ ಉಂಟುಮಾಡಿದೆ. bbox=[140, 552, 218, 669]
lead-hl2-a: : ಬಿಗಿ bbox=[4, 209, 81, 248]
mm-head1: ಮಹದೇಶ್ವರ ಬೆಟ್ಟ: bbox=[4, 500, 89, 516]
